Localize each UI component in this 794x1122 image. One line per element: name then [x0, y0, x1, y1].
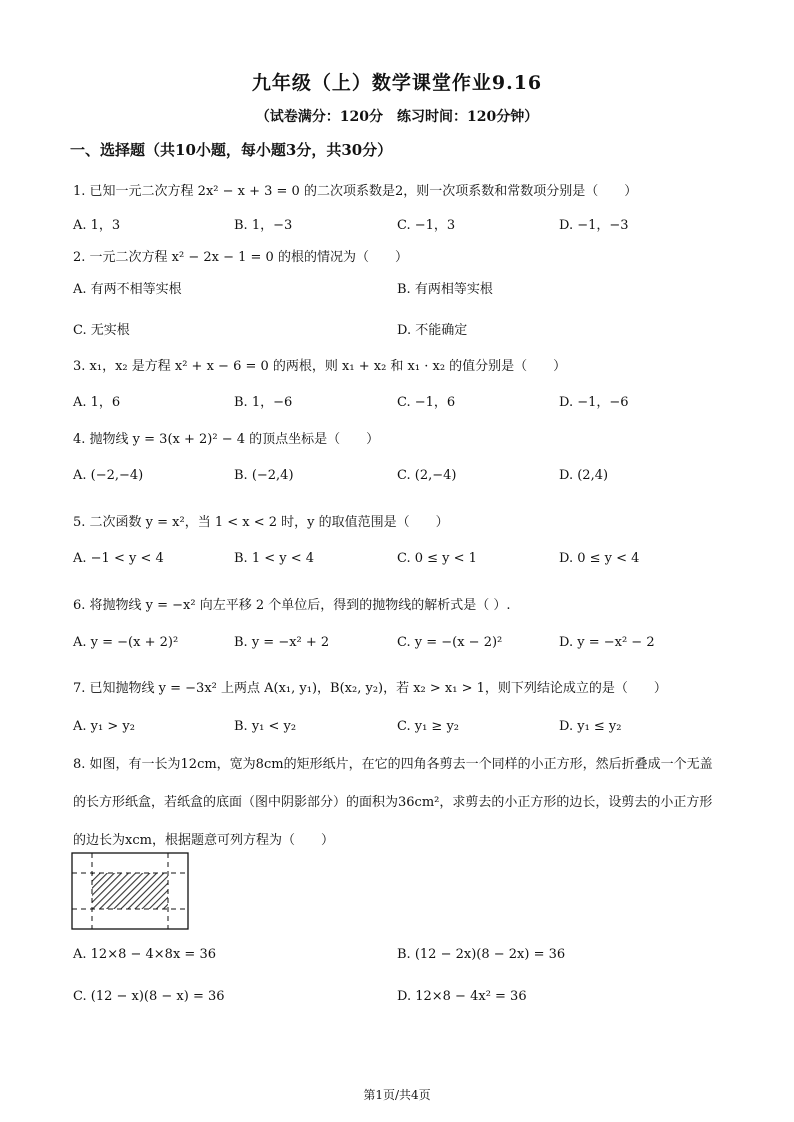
q1-option-d: D. −1，−3: [559, 218, 629, 233]
q2-option-a: A. 有两不相等实根: [73, 282, 182, 297]
q3-option-c: C. −1，6: [397, 395, 456, 410]
q6-option-b: B. y = −x² + 2: [234, 635, 330, 650]
page-subtitle: （试卷满分：120分 练习时间：120分钟）: [255, 109, 539, 125]
q5-option-a: A. −1 < y < 4: [73, 551, 164, 566]
q6-option-a: A. y = −(x + 2)²: [73, 635, 179, 650]
question-3-stem: 3. x₁，x₂ 是方程 x² + x − 6 = 0 的两根，则 x₁ + x₂ 和 x₁ · x₂ 的值分别是（ ）: [73, 359, 567, 374]
question-2-stem: 2. 一元二次方程 x² − 2x − 1 = 0 的根的情况为（ ）: [73, 250, 408, 265]
q7-option-c: C. y₁ ≥ y₂: [397, 719, 460, 734]
q8-option-a: A. 12×8 − 4×8x = 36: [73, 947, 216, 962]
question-8-stem: 8. 如图，有一长为12cm，宽为8cm的矩形纸片，在它的四角各剪去一个同样的小正方形，然后折叠成一个无盖的长方形纸盒，若纸盒的底面（图中阴影部分）的面积为36cm²，求剪去的小正方形的边长，设剪去的小正方形的边长为xcm，根据题意可列方程为（ ）: [73, 757, 713, 848]
q7-option-d: D. y₁ ≤ y₂: [559, 719, 622, 734]
q4-option-d: D. (2,4): [559, 468, 609, 483]
q3-option-a: A. 1，6: [73, 395, 121, 410]
q2-option-c: C. 无实根: [73, 323, 130, 338]
question-6-stem: 6. 将抛物线 y = −x² 向左平移 2 个单位后，得到的抛物线的解析式是（ ）.: [73, 598, 511, 613]
q3-option-b: B. 1，−6: [234, 395, 293, 410]
q5-option-c: C. 0 ≤ y < 1: [397, 551, 477, 566]
page-title: 九年级（上）数学课堂作业9.16: [251, 72, 543, 94]
question-7-stem: 7. 已知抛物线 y = −3x² 上两点 A(x₁, y₁)，B(x₂, y₂)，若 x₂ > x₁ > 1，则下列结论成立的是（ ）: [73, 681, 667, 696]
q8-option-b: B. (12 − 2x)(8 − 2x) = 36: [397, 947, 566, 962]
q7-option-b: B. y₁ < y₂: [234, 719, 297, 734]
q5-option-b: B. 1 < y < 4: [234, 551, 315, 566]
q2-option-b: B. 有两相等实根: [397, 282, 493, 297]
q2-option-d: D. 不能确定: [397, 323, 468, 338]
paper-cutting-figure: [71, 852, 191, 932]
q4-option-c: C. (2,−4): [397, 468, 457, 483]
page-number: 第1页/共4页: [363, 1088, 431, 1102]
q6-option-c: C. y = −(x − 2)²: [397, 635, 503, 650]
q6-option-d: D. y = −x² − 2: [559, 635, 655, 650]
q1-option-a: A. 1，3: [73, 218, 121, 233]
q1-option-b: B. 1，−3: [234, 218, 293, 233]
q8-option-d: D. 12×8 − 4x² = 36: [397, 989, 527, 1004]
q4-option-a: A. (−2,−4): [73, 468, 144, 483]
q8-option-c: C. (12 − x)(8 − x) = 36: [73, 989, 225, 1004]
shaded-base: [92, 873, 168, 909]
section-heading: 一、选择题（共10小题，每小题3分，共30分）: [70, 141, 393, 159]
q4-option-b: B. (−2,4): [234, 468, 294, 483]
question-5-stem: 5. 二次函数 y = x²，当 1 < x < 2 时，y 的取值范围是（ ）: [73, 515, 449, 530]
question-4-stem: 4. 抛物线 y = 3(x + 2)² − 4 的顶点坐标是（ ）: [73, 432, 380, 447]
question-1-stem: 1. 已知一元二次方程 2x² − x + 3 = 0 的二次项系数是2，则一次项系数和常数项分别是（ ）: [73, 184, 638, 199]
q5-option-d: D. 0 ≤ y < 4: [559, 551, 640, 566]
q3-option-d: D. −1，−6: [559, 395, 629, 410]
q7-option-a: A. y₁ > y₂: [73, 719, 135, 734]
q1-option-c: C. −1，3: [397, 218, 456, 233]
